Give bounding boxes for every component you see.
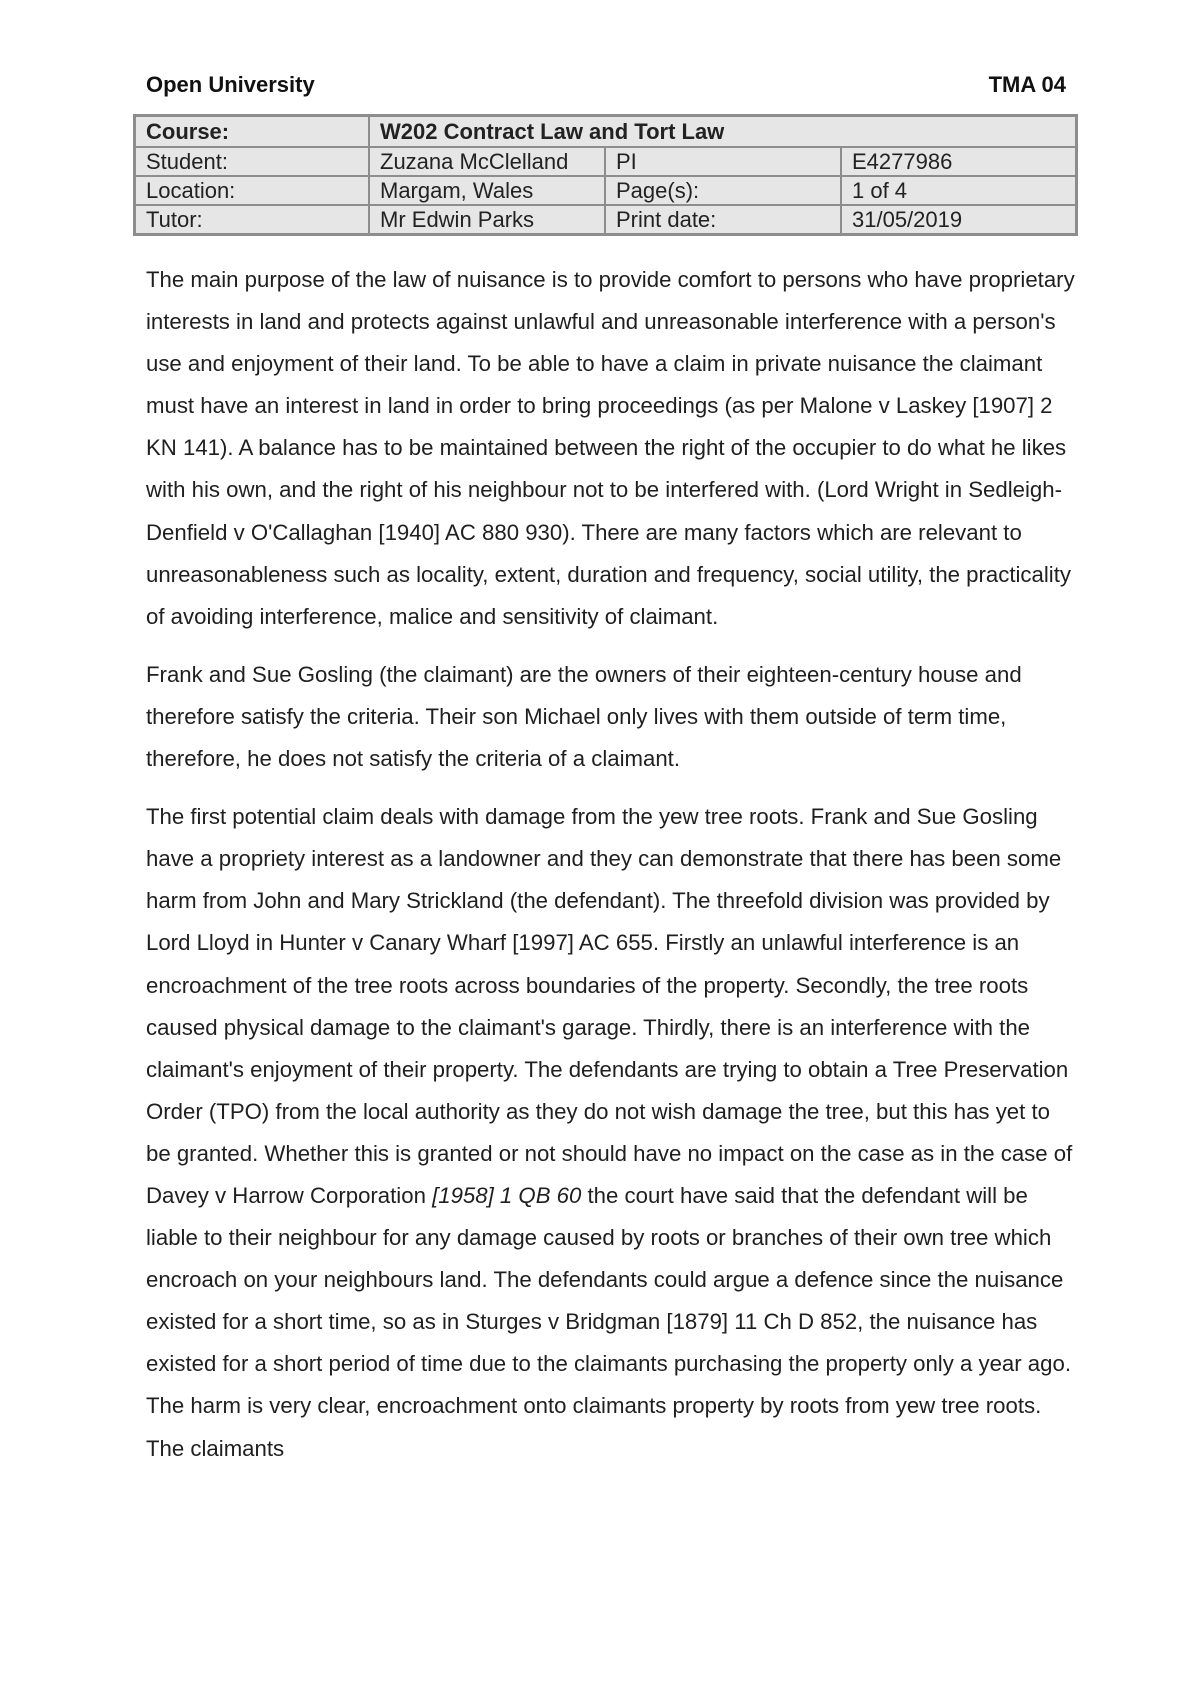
location-value: Margam, Wales bbox=[369, 176, 605, 205]
case-citation: [1958] 1 QB 60 bbox=[432, 1182, 582, 1208]
course-label: Course: bbox=[135, 116, 370, 148]
table-row bbox=[135, 116, 1077, 148]
pages-label: Page(s): bbox=[605, 176, 841, 205]
student-label: Student: bbox=[135, 147, 370, 176]
pages-value: 1 of 4 bbox=[841, 176, 1077, 205]
location-label: Location: bbox=[135, 176, 370, 205]
course-value: W202 Contract Law and Tort Law bbox=[369, 116, 1077, 148]
table-row bbox=[135, 176, 1077, 205]
assignment-code: TMA 04 bbox=[988, 72, 1066, 97]
paragraph bbox=[146, 796, 1076, 1470]
student-value: Zuzana McClelland bbox=[369, 147, 605, 176]
print-date-value: 31/05/2019 bbox=[841, 205, 1077, 235]
pi-value: E4277986 bbox=[841, 147, 1077, 176]
paragraph: Frank and Sue Gosling (the claimant) are the owners of their eighteen-century house and therefore satisfy the criteria. Their son Michael only lives with them outside of term time, therefore, he does not satisfy the criteria of a claimant. bbox=[146, 661, 1022, 772]
paragraph: The main purpose of the law of nuisance is to provide comfort to persons who have proprietary interests in land and protects against unlawful and unreasonable interference with a person's use and enjoyment of their land. To be able to have a claim in private nuisance the claimant must have an interest in land in order to bring proceedings (as per Malone v Laskey [1907] 2 KN 141). A balance has to be maintained between the right of the occupier to do what he likes with his own, and the right of his neighbour not to be interfered with. (Lord Wright in Sedleigh-Denfield v O'Callaghan [1940] AC 880 930). There are many factors which are relevant to unreasonableness such as locality, extent, duration and frequency, social utility, the practicality of avoiding interference, malice and sensitivity of claimant. bbox=[146, 267, 1075, 629]
table-row bbox=[135, 147, 1077, 176]
paragraph-text: the court have said that the defendant will be liable to their neighbour for any damage caused by roots or branches of their own tree which encroach on your neighbours land. The defendants could argue a defence since the nuisance existed for a short time, so as in Sturges v Bridgman [1879] 11 Ch D 852, the nuisance has existed for a short period of time due to the claimants purchasing the property only a year ago. The harm is very clear, encroachment onto claimants property by roots from yew tree roots. The claimants bbox=[146, 1182, 1071, 1461]
tutor-label: Tutor: bbox=[135, 205, 370, 235]
essay-body bbox=[146, 259, 1076, 1486]
course-info-table bbox=[133, 114, 1078, 236]
tutor-value: Mr Edwin Parks bbox=[369, 205, 605, 235]
print-date-label: Print date: bbox=[605, 205, 841, 235]
table-row bbox=[135, 205, 1077, 235]
institution-name: Open University bbox=[146, 72, 315, 97]
paragraph-text: The first potential claim deals with damage from the yew tree roots. Frank and Sue Gosling have a propriety interest as a landowner and they can demonstrate that there has been some harm from John and Mary Strickland (the defendant). The threefold division was provided by Lord Lloyd in Hunter v Canary Wharf [1997] AC 655. Firstly an unlawful interference is an encroachment of the tree roots across boundaries of the property. Secondly, the tree roots caused physical damage to the claimant's garage. Thirdly, there is an interference with the claimant's enjoyment of their property. The defendants are trying to obtain a Tree Preservation Order (TPO) from the local authority as they do not wish damage the tree, but this has yet to be granted. Whether this is granted or not should have no impact on the case as in the case of Davey v Harrow Corporation bbox=[146, 804, 1073, 1208]
pi-label: PI bbox=[605, 147, 841, 176]
page-header bbox=[146, 70, 1066, 100]
